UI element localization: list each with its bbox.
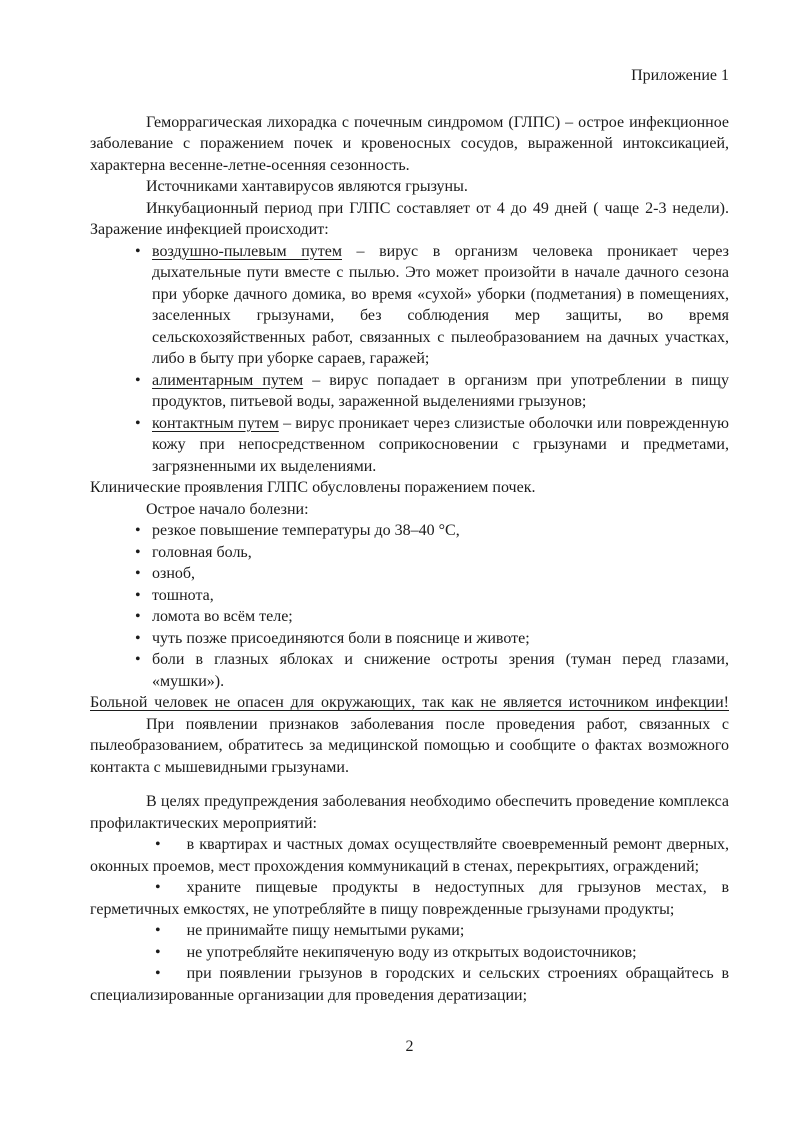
page-number: 2 [405, 1038, 414, 1055]
list-item [135, 241, 730, 370]
warning-statement [90, 692, 729, 714]
prevention-text: не принимайте пищу немытыми руками; [186, 922, 465, 939]
transmission-term: алиментарным путем [152, 371, 304, 389]
transmission-text: – вирус в организм человека проникает через дыхательные пути вместе с пылью. Это может произойти в начале дачного сезона при уборке дачного домика, во время «сухой» уборки (подметания) в помещениях, заселенных грызунами, без соблюдения мер защиты, во время сельскохозяйственных работ, связанных с пылеобразованием на дачных участках, либо в быту при уборке сараев, гаражей; [152, 242, 730, 367]
bullet-icon: • [135, 586, 141, 604]
list-item [135, 413, 729, 478]
symptom-text: озноб, [152, 565, 196, 582]
bullet-icon: • [155, 922, 161, 939]
bullet-icon: • [155, 836, 161, 853]
clinical-paragraph: Клинические проявления ГЛПС обусловлены поражением почек. [90, 479, 536, 496]
symptom-text: резкое повышение температуры до 38–40 °С, [152, 522, 460, 539]
onset-heading: Острое начало болезни: [146, 500, 309, 518]
symptom-text: ломота во всём теле; [152, 608, 293, 625]
prevention-section [90, 791, 729, 1006]
bullet-icon: • [155, 943, 161, 961]
bullet-icon: • [155, 879, 161, 896]
bullet-icon: • [135, 242, 141, 260]
list-item [135, 370, 729, 413]
intro-paragraph-2: Источниками хантавирусов являются грызуны. [146, 178, 468, 195]
intro-paragraph-3: Инкубационный период при ГЛПС составляет от 4 до 49 дней ( чаще 2-3 недели). Заражение инфекцией происходит: [90, 199, 729, 238]
transmission-term: воздушно-пылевым путем [152, 242, 342, 260]
symptom-text: боли в глазных яблоках и снижение остроты зрения (туман перед глазами, «мушки»). [152, 651, 729, 690]
bullet-icon: • [135, 522, 141, 539]
appendix-label: Приложение 1 [631, 67, 729, 84]
bullet-icon: • [135, 565, 141, 582]
prevention-item [90, 877, 729, 920]
bullet-icon: • [135, 608, 141, 625]
transmission-term: контактным путем [152, 414, 279, 432]
advice-paragraph: При появлении признаков заболевания после проведения работ, связанных с пылеобразованием, обратитесь за медицинской помощью и сообщите о фактах возможного контакта с мышевидными грызунами. [90, 715, 729, 776]
bullet-icon: • [135, 651, 141, 668]
bullet-icon: • [155, 965, 161, 982]
prevention-text: не употребляйте некипяченую воду из открытых водоисточников; [186, 943, 637, 961]
bullet-icon: • [135, 543, 141, 561]
symptom-text: головная боль, [152, 543, 252, 561]
symptoms-list [90, 520, 729, 692]
list-item [135, 606, 729, 628]
prevention-item [90, 963, 729, 1006]
prevention-text: в квартирах и частных домах осуществляйте своевременный ремонт дверных, оконных проемов, мест прохождения коммуникаций в стенах, перекрытиях, ограждений; [90, 836, 729, 875]
transmission-text: – вирус попадает в организм при употреблении в пищу продуктов, питьевой воды, зараженной выделениями грызунов; [152, 371, 729, 410]
list-item [135, 628, 729, 650]
list-item [135, 520, 729, 542]
bullet-icon: • [135, 414, 141, 432]
transmission-list [90, 241, 729, 478]
prevention-item [90, 834, 729, 877]
list-item [135, 585, 729, 607]
symptom-text: чуть позже присоединяются боли в пояснице и животе; [152, 629, 530, 647]
transmission-text: – вирус проникает через слизистые оболочки или поврежденную кожу при непосредственном соприкосновении с грызунами и предметами, загрязненными их выделениями. [152, 414, 729, 475]
bullet-icon: • [135, 629, 141, 647]
intro-paragraph-1: Геморрагическая лихорадка с почечным синдромом (ГЛПС) – острое инфекционное заболевание с поражением почек и кровеносных сосудов, выраженной интоксикацией, характерна весенне-летне-осенняя сезонность. [90, 113, 729, 174]
bullet-icon: • [135, 371, 141, 389]
prevention-item [90, 942, 729, 964]
prevention-text: храните пищевые продукты в недоступных для грызунов местах, в герметичных емкостях, не употребляйте в пищу поврежденные грызунами продукты; [90, 879, 729, 918]
symptom-text: тошнота, [152, 586, 214, 604]
warning-text: Больной человек не опасен для окружающих, так как не является источником инфекции! [90, 694, 729, 711]
prevention-intro: В целях предупреждения заболевания необходимо обеспечить проведение комплекса профилактических мероприятий: [90, 793, 729, 832]
list-item [135, 542, 729, 564]
prevention-item [90, 920, 729, 942]
prevention-text: при появлении грызунов в городских и сельских строениях обращайтесь в специализированные организации для проведения дератизации; [90, 965, 729, 1004]
list-item [135, 649, 729, 692]
list-item [135, 563, 729, 585]
